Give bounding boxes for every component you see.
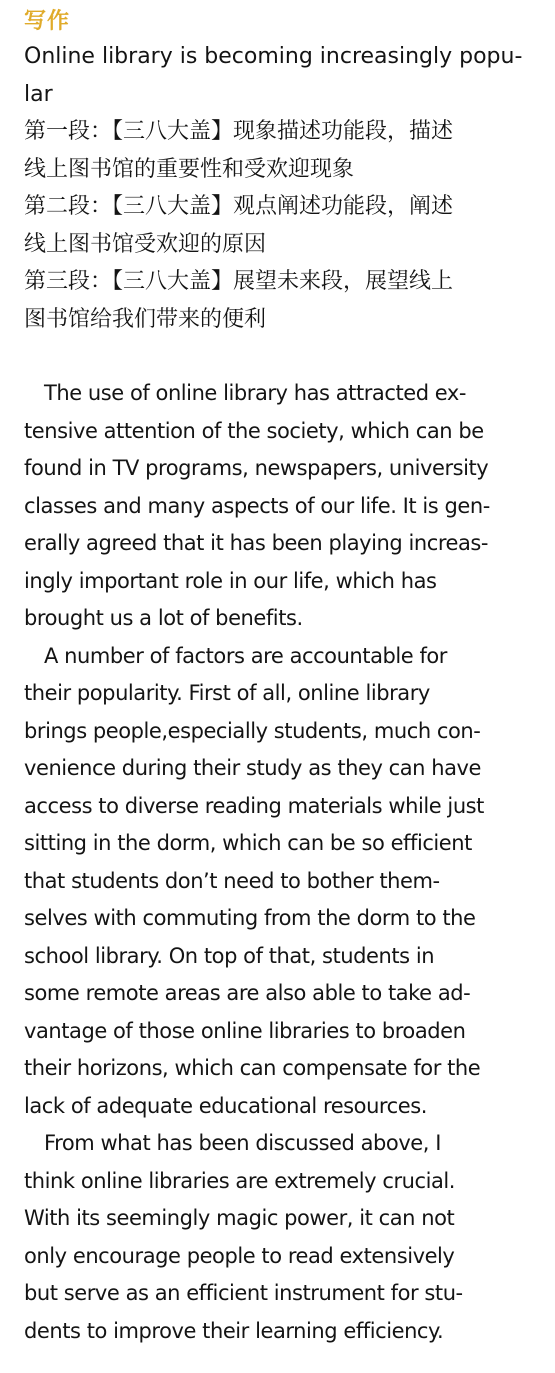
essay-line: sitting in the dorm, which can be so efficient	[24, 831, 472, 855]
essay-line: dents to improve their learning efficiency.	[24, 1318, 444, 1343]
outline-paragraph-1-line: 线上图书馆的重要性和受欢迎现象	[24, 156, 355, 182]
essay-line: classes and many aspects of our life. It is gen-	[24, 493, 490, 518]
essay-line: some remote areas are also able to take ad-	[24, 981, 471, 1005]
outline-paragraph-2-line: 第二段：【三八大盖】观点阐述功能段，阐述	[24, 194, 454, 219]
prompt-title-line: Online library is becoming increasingly popu-	[24, 44, 523, 69]
essay-line: venience during their study as they can have	[24, 756, 481, 780]
essay-line: that students don’t need to bother them-	[24, 868, 440, 893]
outline-paragraph-3-line: 图书馆给我们带来的便利	[24, 306, 267, 332]
essay-line: ingly important role in our life, which has	[24, 568, 437, 593]
essay-line: vantage of those online libraries to broaden	[24, 1018, 466, 1043]
essay-line: school library. On top of that, students in	[24, 943, 435, 968]
essay-line: their popularity. First of all, online library	[24, 681, 430, 705]
essay-line: brought us a lot of benefits.	[24, 606, 303, 630]
essay-line: With its seemingly magic power, it can not	[24, 1206, 455, 1230]
essay-paragraph-2	[24, 638, 534, 1126]
essay-line: only encourage people to read extensively	[24, 1243, 455, 1268]
outline-paragraph-3-line: 第三段：【三八大盖】展望未来段，展望线上	[24, 269, 454, 294]
essay-paragraph-1	[24, 375, 534, 638]
essay-line: From what has been discussed above, I	[44, 1131, 441, 1155]
essay-line: found in TV programs, newspapers, university	[24, 456, 489, 480]
essay-line: think online libraries are extremely crucial.	[24, 1168, 456, 1193]
essay-line: erally agreed that it has been playing increas-	[24, 531, 489, 555]
essay-paragraph-3	[24, 1125, 534, 1350]
essay-line: their horizons, which can compensate for the	[24, 1056, 481, 1080]
writing-prompt-outline	[24, 38, 534, 338]
essay-line: but serve as an efficient instrument for stu-	[24, 1281, 463, 1305]
blank-line	[24, 338, 534, 375]
outline-paragraph-1-line: 第一段：【三八大盖】现象描述功能段，描述	[24, 119, 454, 144]
essay-line: tensive attention of the society, which can be	[24, 418, 484, 443]
essay-line: brings people,especially students, much con-	[24, 718, 481, 743]
section-label: 写作	[24, 9, 71, 34]
essay-line: access to diverse reading materials while just	[24, 793, 484, 818]
essay-line: A number of factors are accountable for	[44, 643, 447, 668]
prompt-title-line: lar	[24, 81, 53, 107]
essay-line: selves with commuting from the dorm to the	[24, 906, 476, 930]
essay-line: lack of adequate educational resources.	[24, 1093, 427, 1118]
outline-paragraph-2-line: 线上图书馆受欢迎的原因	[24, 231, 267, 257]
sample-essay	[24, 375, 534, 1350]
essay-line: The use of online library has attracted ex-	[44, 381, 467, 405]
document-page	[24, 6, 534, 1350]
